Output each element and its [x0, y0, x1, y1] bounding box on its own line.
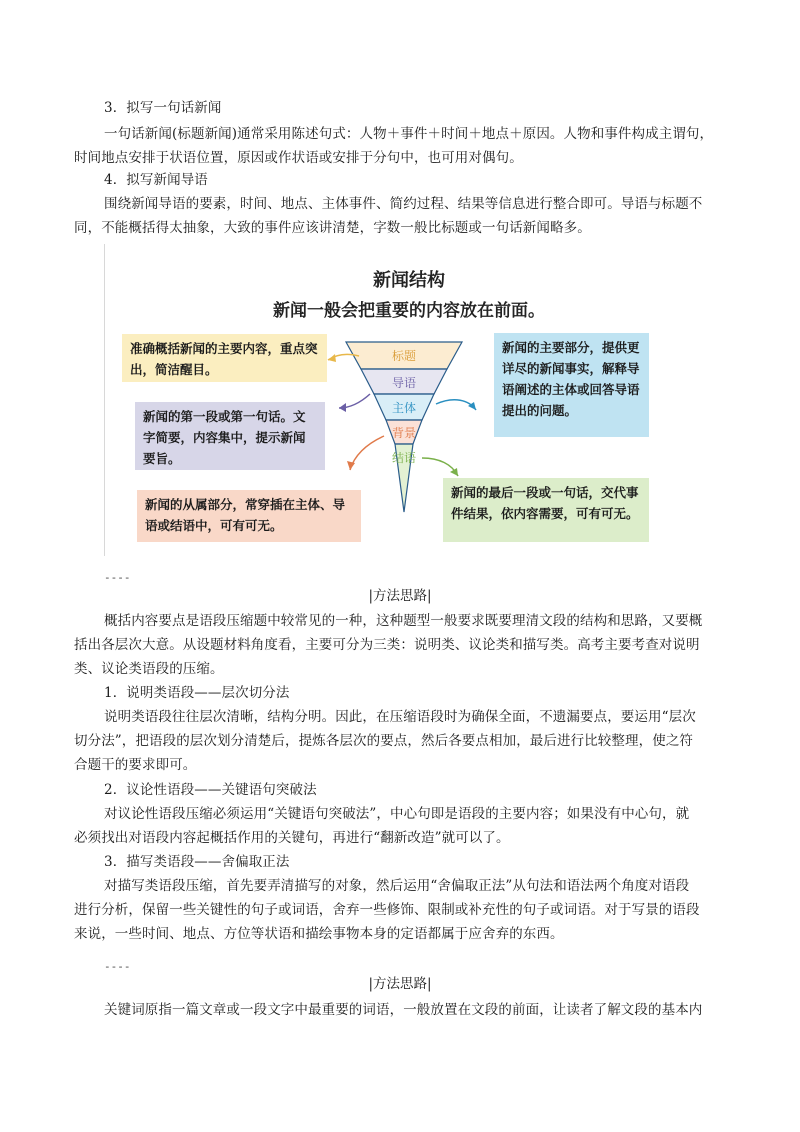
segment-body: 主体 — [391, 401, 416, 415]
box-background-description: 新闻的从属部分，常穿插在主体、导语或结语中，可有可无。 — [137, 490, 361, 542]
method1-intro-line-3: 类、议论类语段的压缩。 — [74, 661, 224, 677]
method1-intro-line-1: 概括内容要点是语段压缩题中较常见的一种，这种题型一般要求既要理清文段的结构和思路，又要概 — [104, 613, 703, 629]
method1-b2-line-1: 对议论性语段压缩必须运用“关键语句突破法”，中心句即是语段的主要内容；如果没有中心句，就 — [104, 806, 690, 822]
section-3-line-2: 时间地点安排于状语位置，原因或作状语或安排于分句中，也可用对偶句。 — [74, 150, 523, 166]
method-heading-2: |方法思路| — [368, 976, 432, 992]
segment-title: 标题 — [391, 349, 416, 363]
diagram-title: 新闻结构 — [373, 270, 445, 291]
method-heading-1: |方法思路| — [368, 588, 432, 604]
method2-line-1: 关键词原指一篇文章或一段文字中最重要的词语，一般放置在文段的前面，让读者了解文段的基本内 — [104, 1002, 703, 1018]
method1-b2-line-2: 必须找出对语段内容起概括作用的关键句，再进行“翻新改造”就可以了。 — [74, 830, 510, 846]
method1-b1-line-3: 合题干的要求即可。 — [74, 757, 197, 773]
section-3-title: 3．拟写一句话新闻 — [104, 100, 222, 116]
segment-background: 背景 — [391, 426, 416, 440]
section-4-line-2: 同，不能概括得太抽象，大致的事件应该讲清楚，字数一般比标题或一句话新闻略多。 — [74, 220, 591, 236]
arrow-head-box1 — [328, 354, 336, 362]
separator-2: ---- — [104, 960, 131, 973]
method1-intro-line-2: 括出各层次大意。从设题材料角度看，主要可分为三类：说明类、议论类和描写类。高考主要考查对说明 — [74, 637, 700, 653]
method1-title-2: 2．议论性语段——关键语句突破法 — [104, 782, 317, 798]
box-lead-description: 新闻的第一段或第一句话。文字简要，内容集中，提示新闻要旨。 — [135, 402, 325, 470]
separator-1: ---- — [104, 571, 131, 584]
method1-b3-line-3: 来说，一些时间、地点、方位等状语和描绘事物本身的定语都属于应舍弃的东西。 — [74, 926, 564, 942]
method1-title-1: 1．说明类语段——层次切分法 — [104, 685, 290, 701]
box-title-description: 准确概括新闻的主要内容，重点突出，简洁醒目。 — [122, 334, 327, 382]
method1-b3-line-2: 进行分析，保留一些关键性的句子或词语，舍弃一些修饰、限制或补充性的句子或词语。对于写景的语段 — [74, 902, 700, 918]
segment-lead: 导语 — [391, 376, 416, 390]
box-body-description: 新闻的主要部分，提供更详尽的新闻事实，解释导语阐述的主体或回答导语提出的问题。 — [494, 333, 649, 437]
segment-ending: 结语 — [391, 451, 416, 465]
method1-title-3: 3．描写类语段——舍偏取正法 — [104, 854, 290, 870]
section-4-line-1: 围绕新闻导语的要素，时间、地点、主体事件、简约过程、结果等信息进行整合即可。导语与标题不 — [104, 196, 703, 212]
method1-b3-line-1: 对描写类语段压缩，首先要弄清描写的对象，然后运用“舍偏取正法”从句法和语法两个角度对语段 — [104, 878, 690, 894]
news-structure-diagram — [104, 244, 714, 556]
diagram-subtitle: 新闻一般会把重要的内容放在前面。 — [273, 301, 545, 321]
method1-b1-line-1: 说明类语段往往层次清晰，结构分明。因此，在压缩语段时为确保全面，不遗漏要点，要运用“层次 — [104, 709, 696, 725]
section-3-line-1: 一句话新闻(标题新闻)通常采用陈述句式：人物＋事件＋时间＋地点＋原因。人物和事件构成主谓句， — [104, 126, 714, 142]
method1-b1-line-2: 切分法”，把语段的层次划分清楚后，提炼各层次的要点，然后各要点相加，最后进行比较整理，使之符 — [74, 733, 693, 749]
section-4-title: 4．拟写新闻导语 — [104, 172, 208, 188]
box-ending-description: 新闻的最后一段或一句话，交代事件结果，依内容需要，可有可无。 — [443, 478, 649, 542]
arrow-head-box2 — [339, 403, 346, 412]
